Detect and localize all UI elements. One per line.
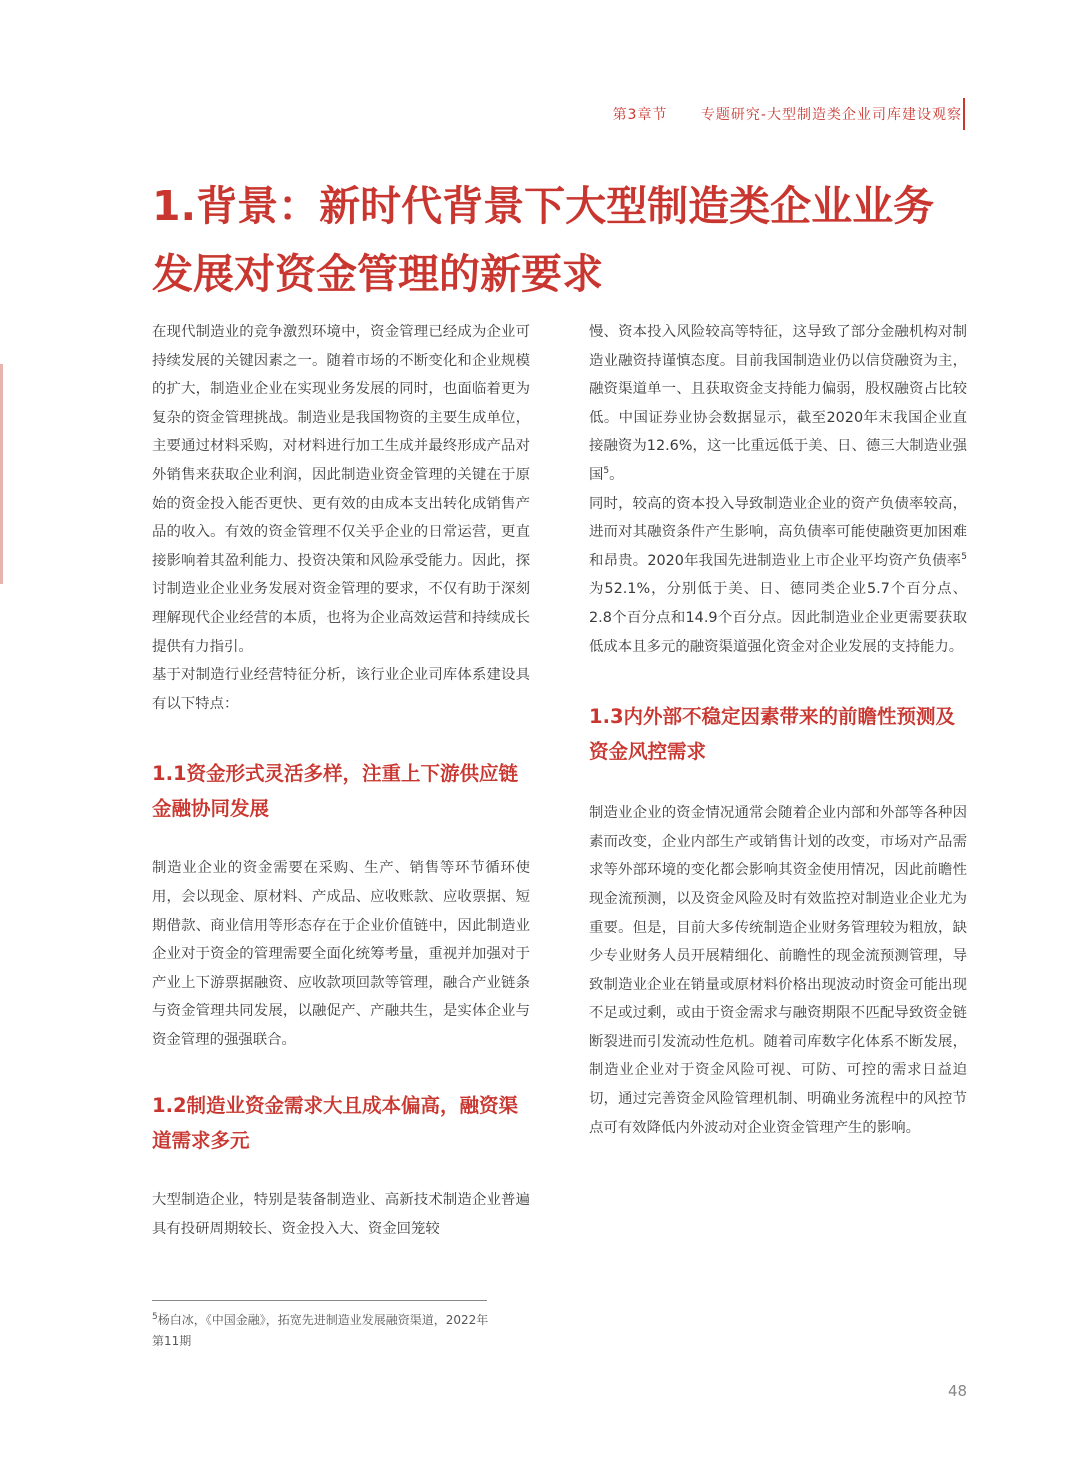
right-column bbox=[589, 318, 967, 1142]
header-section: 第3章节 bbox=[612, 107, 668, 123]
right-paragraph-2: 同时，较高的资本投入导致制造业企业的资产负债率较高，进而对其融资条件产生影响，高负债率可能使融资更加困难和昂贵。2020年我国先进制造业上市企业平均资产负债率$^5$为52.1%，分别低于美、日、德同类企业5.7个百分点、2.8个百分点和14.9个百分点。因此制造业企业更需要获取低成本且多元的融资渠道强化资金对企业发展的支持能力。 bbox=[589, 495, 967, 655]
header-divider bbox=[963, 98, 965, 130]
intro-paragraph-1: 在现代制造业的竞争激烈环境中，资金管理已经成为企业可持续发展的关键因素之一。随着市场的不断变化和企业规模的扩大，制造业企业在实现业务发展的同时，也面临着更为复杂的资金管理挑战。制造业是我国物资的主要生成单位，主要通过材料采购，对材料进行加工生成并最终形成产品对外销售来获取企业利润，因此制造业资金管理的关键在于原始的资金投入能否更快、更有效的由成本支出转化成销售产品的收入。有效的资金管理不仅关乎企业的日常运营，更直接影响着其盈利能力、投资决策和风险承受能力。因此，探讨制造业企业业务发展对资金管理的要求，不仅有助于深刻理解现代企业经营的本质，也将为企业高效运营和持续成长提供有力指引。 bbox=[152, 324, 530, 655]
footnote-ref: 5 bbox=[603, 466, 610, 477]
page-number: 48 bbox=[948, 1382, 968, 1400]
section-1-3-paragraph: 制造业企业的资金情况通常会随着企业内部和外部等各种因素而改变，企业内部生产或销售计划的改变，市场对产品需求等外部环境的变化都会影响其资金使用情况，因此前瞻性现金流预测，以及资金风险及时有效监控对制造业企业尤为重要。但是，目前大多传统制造企业财务管理较为粗放，缺少专业财务人员开展精细化、前瞻性的现金流预测管理，导致制造业企业在销量或原材料价格出现波动时资金可能出现不足或过剩，或由于资金需求与融资期限不匹配导致资金链断裂进而引发流动性危机。随着司库数字化体系不断发展，制造业企业对于资金风险可视、可防、可控的需求日益迫切，通过完善资金风险管理机制、明确业务流程中的风控节点可有效降低内外波动对企业资金管理产生的影响。 bbox=[589, 805, 967, 1136]
section-1-3-title: 1.3内外部不稳定因素带来的前瞻性预测及资金风控需求 bbox=[589, 705, 956, 764]
left-column bbox=[152, 318, 530, 1244]
footnote-ref: 5 bbox=[961, 551, 967, 562]
footnote-text: 杨白冰，《中国金融》，拓宽先进制造业发展融资渠道，2022年第11期 bbox=[152, 1313, 489, 1348]
right-paragraph-1: 慢、资本投入风险较高等特征，这导致了部分金融机构对制造业融资持谨慎态度。目前我国制造业仍以信贷融资为主，融资渠道单一、且获取资金支持能力偏弱，股权融资占比较低。中国证券业协会数据显示，截至2020年末我国企业直接融资为12.6%，这一比重远低于美、日、德三大制造业强国$^5$。 bbox=[589, 324, 967, 483]
footnote-marker: 5 bbox=[152, 1312, 158, 1322]
section-1-2-paragraph: 大型制造企业，特别是装备制造业、高新技术制造企业普遍具有投研周期较长、资金投入大、资金回笼较 bbox=[152, 1192, 530, 1238]
section-1-1-title: 1.1资金形式灵活多样，注重上下游供应链金融协同发展 bbox=[152, 762, 519, 821]
header-topic: 专题研究-大型制造类企业司库建设观察 bbox=[700, 107, 962, 123]
page-title: 1.背景：新时代背景下大型制造类企业业务发展对资金管理的新要求 bbox=[152, 182, 935, 298]
intro-paragraph-2: 基于对制造行业经营特征分析，该行业企业司库体系建设具有以下特点： bbox=[152, 667, 530, 712]
left-edge-accent bbox=[0, 364, 3, 584]
section-1-2-title: 1.2制造业资金需求大且成本偏高，融资渠道需求多元 bbox=[152, 1094, 519, 1153]
section-1-1-paragraph: 制造业企业的资金需要在采购、生产、销售等环节循环使用，会以现金、原材料、产成品、应收账款、应收票据、短期借款、商业信用等形态存在于企业价值链中，因此制造业企业对于资金的管理需要全面化统筹考量，重视并加强对于产业上下游票据融资、应收款项回款等管理，融合产业链条与资金管理共同发展，以融促产、产融共生，是实体企业与资金管理的强强联合。 bbox=[152, 860, 530, 1048]
footnote bbox=[152, 1310, 492, 1352]
footnote-divider bbox=[152, 1300, 487, 1301]
running-header bbox=[613, 104, 962, 124]
